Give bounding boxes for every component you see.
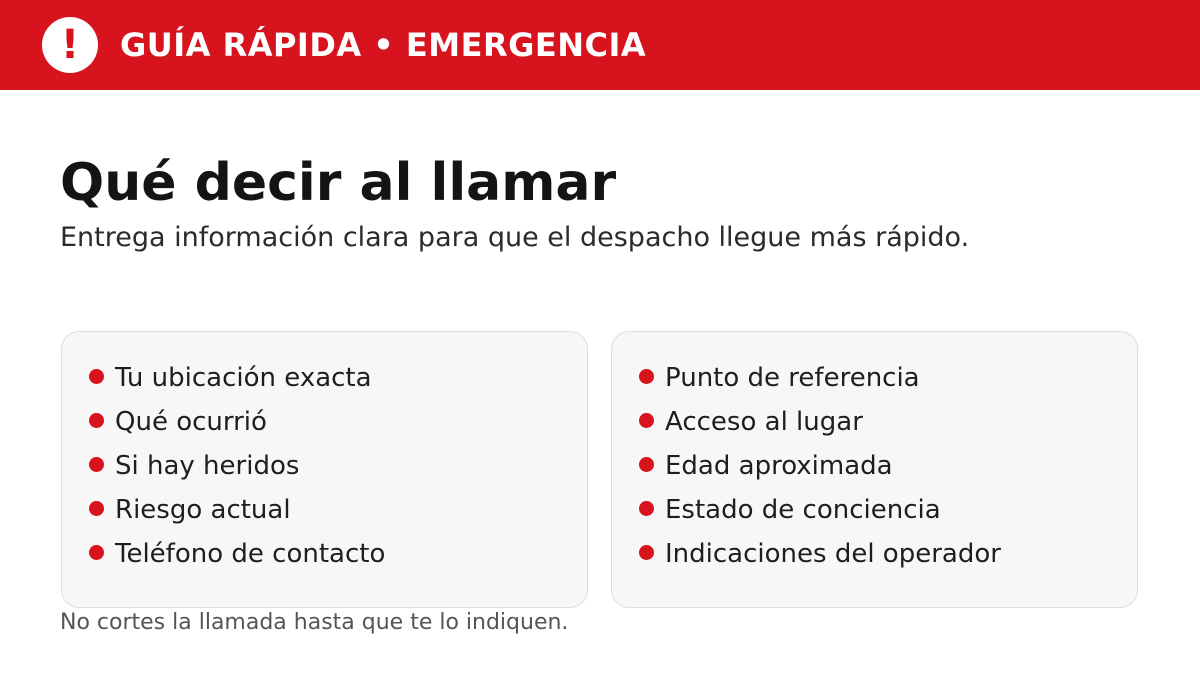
header-banner: [0, 0, 1200, 90]
list-item-label: Acceso al lugar: [665, 407, 863, 437]
bullet-dot-icon: [89, 369, 104, 384]
bullet-dot-icon: [639, 457, 654, 472]
list-item: [639, 536, 1137, 580]
list-item-label: Tu ubicación exacta: [115, 363, 372, 393]
list-item-label: Qué ocurrió: [115, 407, 267, 437]
list-item: [89, 360, 587, 404]
list-item: [89, 404, 587, 448]
list-item-label: Indicaciones del operador: [665, 539, 1001, 569]
list-item-label: Estado de conciencia: [665, 495, 941, 525]
exclamation-icon: !: [42, 17, 98, 73]
bullet-dot-icon: [89, 501, 104, 516]
bullet-dot-icon: [639, 501, 654, 516]
list-item: [639, 404, 1137, 448]
bullet-dot-icon: [639, 545, 654, 560]
info-card-right: [611, 331, 1138, 608]
list-item: [639, 492, 1137, 536]
list-item: [89, 536, 587, 580]
footnote: No cortes la llamada hasta que te lo indiquen.: [60, 610, 569, 635]
list-item: [89, 492, 587, 536]
bullet-dot-icon: [89, 545, 104, 560]
page-title: Qué decir al llamar: [60, 153, 617, 213]
checklist-right: [612, 332, 1137, 580]
list-item-label: Riesgo actual: [115, 495, 291, 525]
info-card-left: [61, 331, 588, 608]
list-item: [89, 448, 587, 492]
list-item-label: Si hay heridos: [115, 451, 300, 481]
bullet-dot-icon: [639, 369, 654, 384]
bullet-dot-icon: [89, 457, 104, 472]
list-item-label: Teléfono de contacto: [115, 539, 386, 569]
list-item-label: Punto de referencia: [665, 363, 920, 393]
page-subtitle: Entrega información clara para que el despacho llegue más rápido.: [60, 222, 970, 253]
list-item: [639, 448, 1137, 492]
bullet-dot-icon: [639, 413, 654, 428]
bullet-dot-icon: [89, 413, 104, 428]
list-item: [639, 360, 1137, 404]
checklist-left: [62, 332, 587, 580]
banner-title: GUÍA RÁPIDA • EMERGENCIA: [120, 26, 647, 64]
list-item-label: Edad aproximada: [665, 451, 893, 481]
